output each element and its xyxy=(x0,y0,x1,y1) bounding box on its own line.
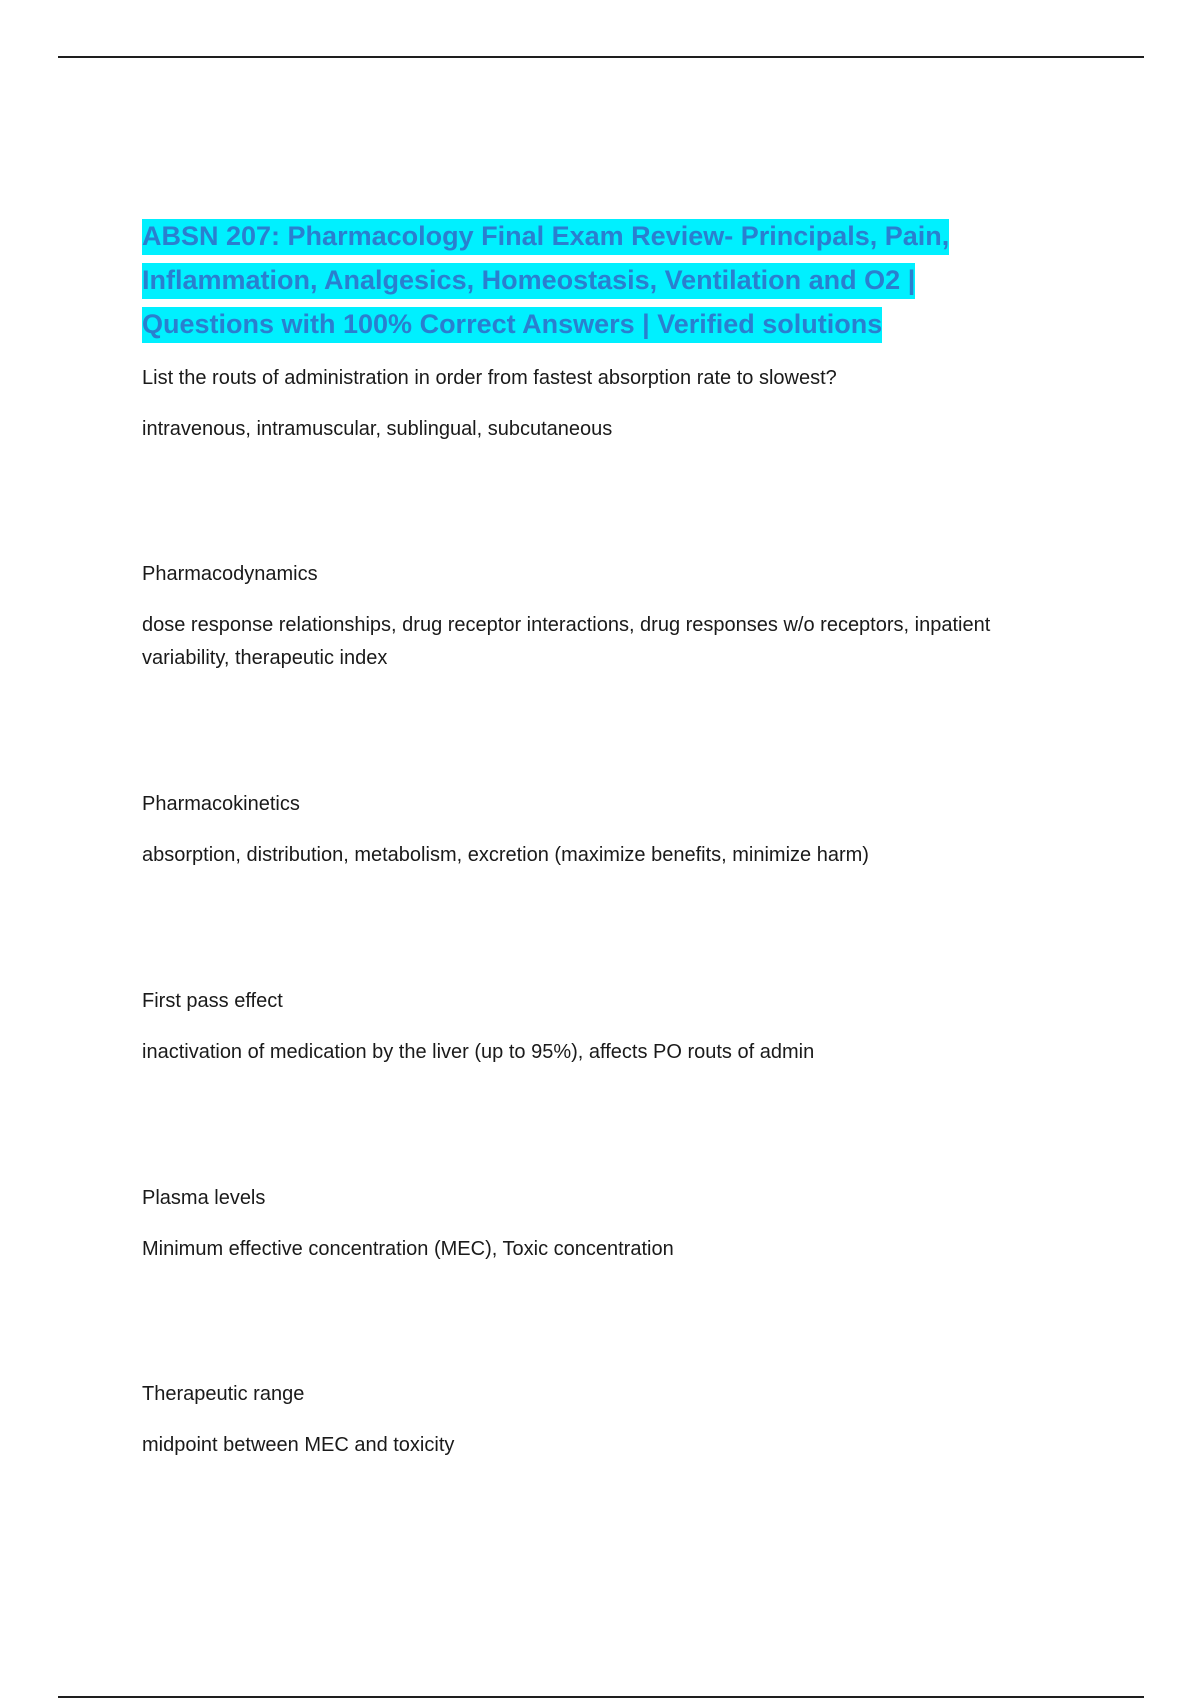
qa-item xyxy=(142,988,814,1069)
answer-text: Minimum effective concentration (MEC), Toxic concentration xyxy=(142,1238,674,1260)
answer-text: intravenous, intramuscular, sublingual, subcutaneous xyxy=(142,418,613,440)
bottom-rule xyxy=(58,1696,1144,1698)
title-highlight: ABSN 207: Pharmacology Final Exam Review- Principals, Pain, Inflammation, Analgesics, Homeostasis, Ventilation and O2 | Questions with 100% Correct Answers | Verified solutions xyxy=(142,219,949,343)
answer-text: absorption, distribution, metabolism, excretion (maximize benefits, minimize harm) xyxy=(142,844,869,866)
top-rule xyxy=(58,56,1144,58)
qa-item xyxy=(142,561,1042,675)
document-body xyxy=(142,214,1042,1456)
answer-text: dose response relationships, drug receptor interactions, drug responses w/o receptors, inpatient variability, therapeutic index xyxy=(142,614,991,669)
document-title xyxy=(142,214,1042,346)
question-text: Therapeutic range xyxy=(142,1383,305,1405)
question-text: List the routs of administration in order from fastest absorption rate to slowest? xyxy=(142,367,837,389)
question-text: First pass effect xyxy=(142,990,283,1012)
question-text: Pharmacokinetics xyxy=(142,793,300,815)
qa-item xyxy=(142,365,837,446)
qa-item xyxy=(142,1381,454,1462)
answer-text: midpoint between MEC and toxicity xyxy=(142,1434,455,1456)
qa-item xyxy=(142,791,869,872)
question-text: Plasma levels xyxy=(142,1187,266,1209)
answer-text: inactivation of medication by the liver (up to 95%), affects PO routs of admin xyxy=(142,1041,815,1063)
qa-item xyxy=(142,1185,674,1266)
question-text: Pharmacodynamics xyxy=(142,563,318,585)
